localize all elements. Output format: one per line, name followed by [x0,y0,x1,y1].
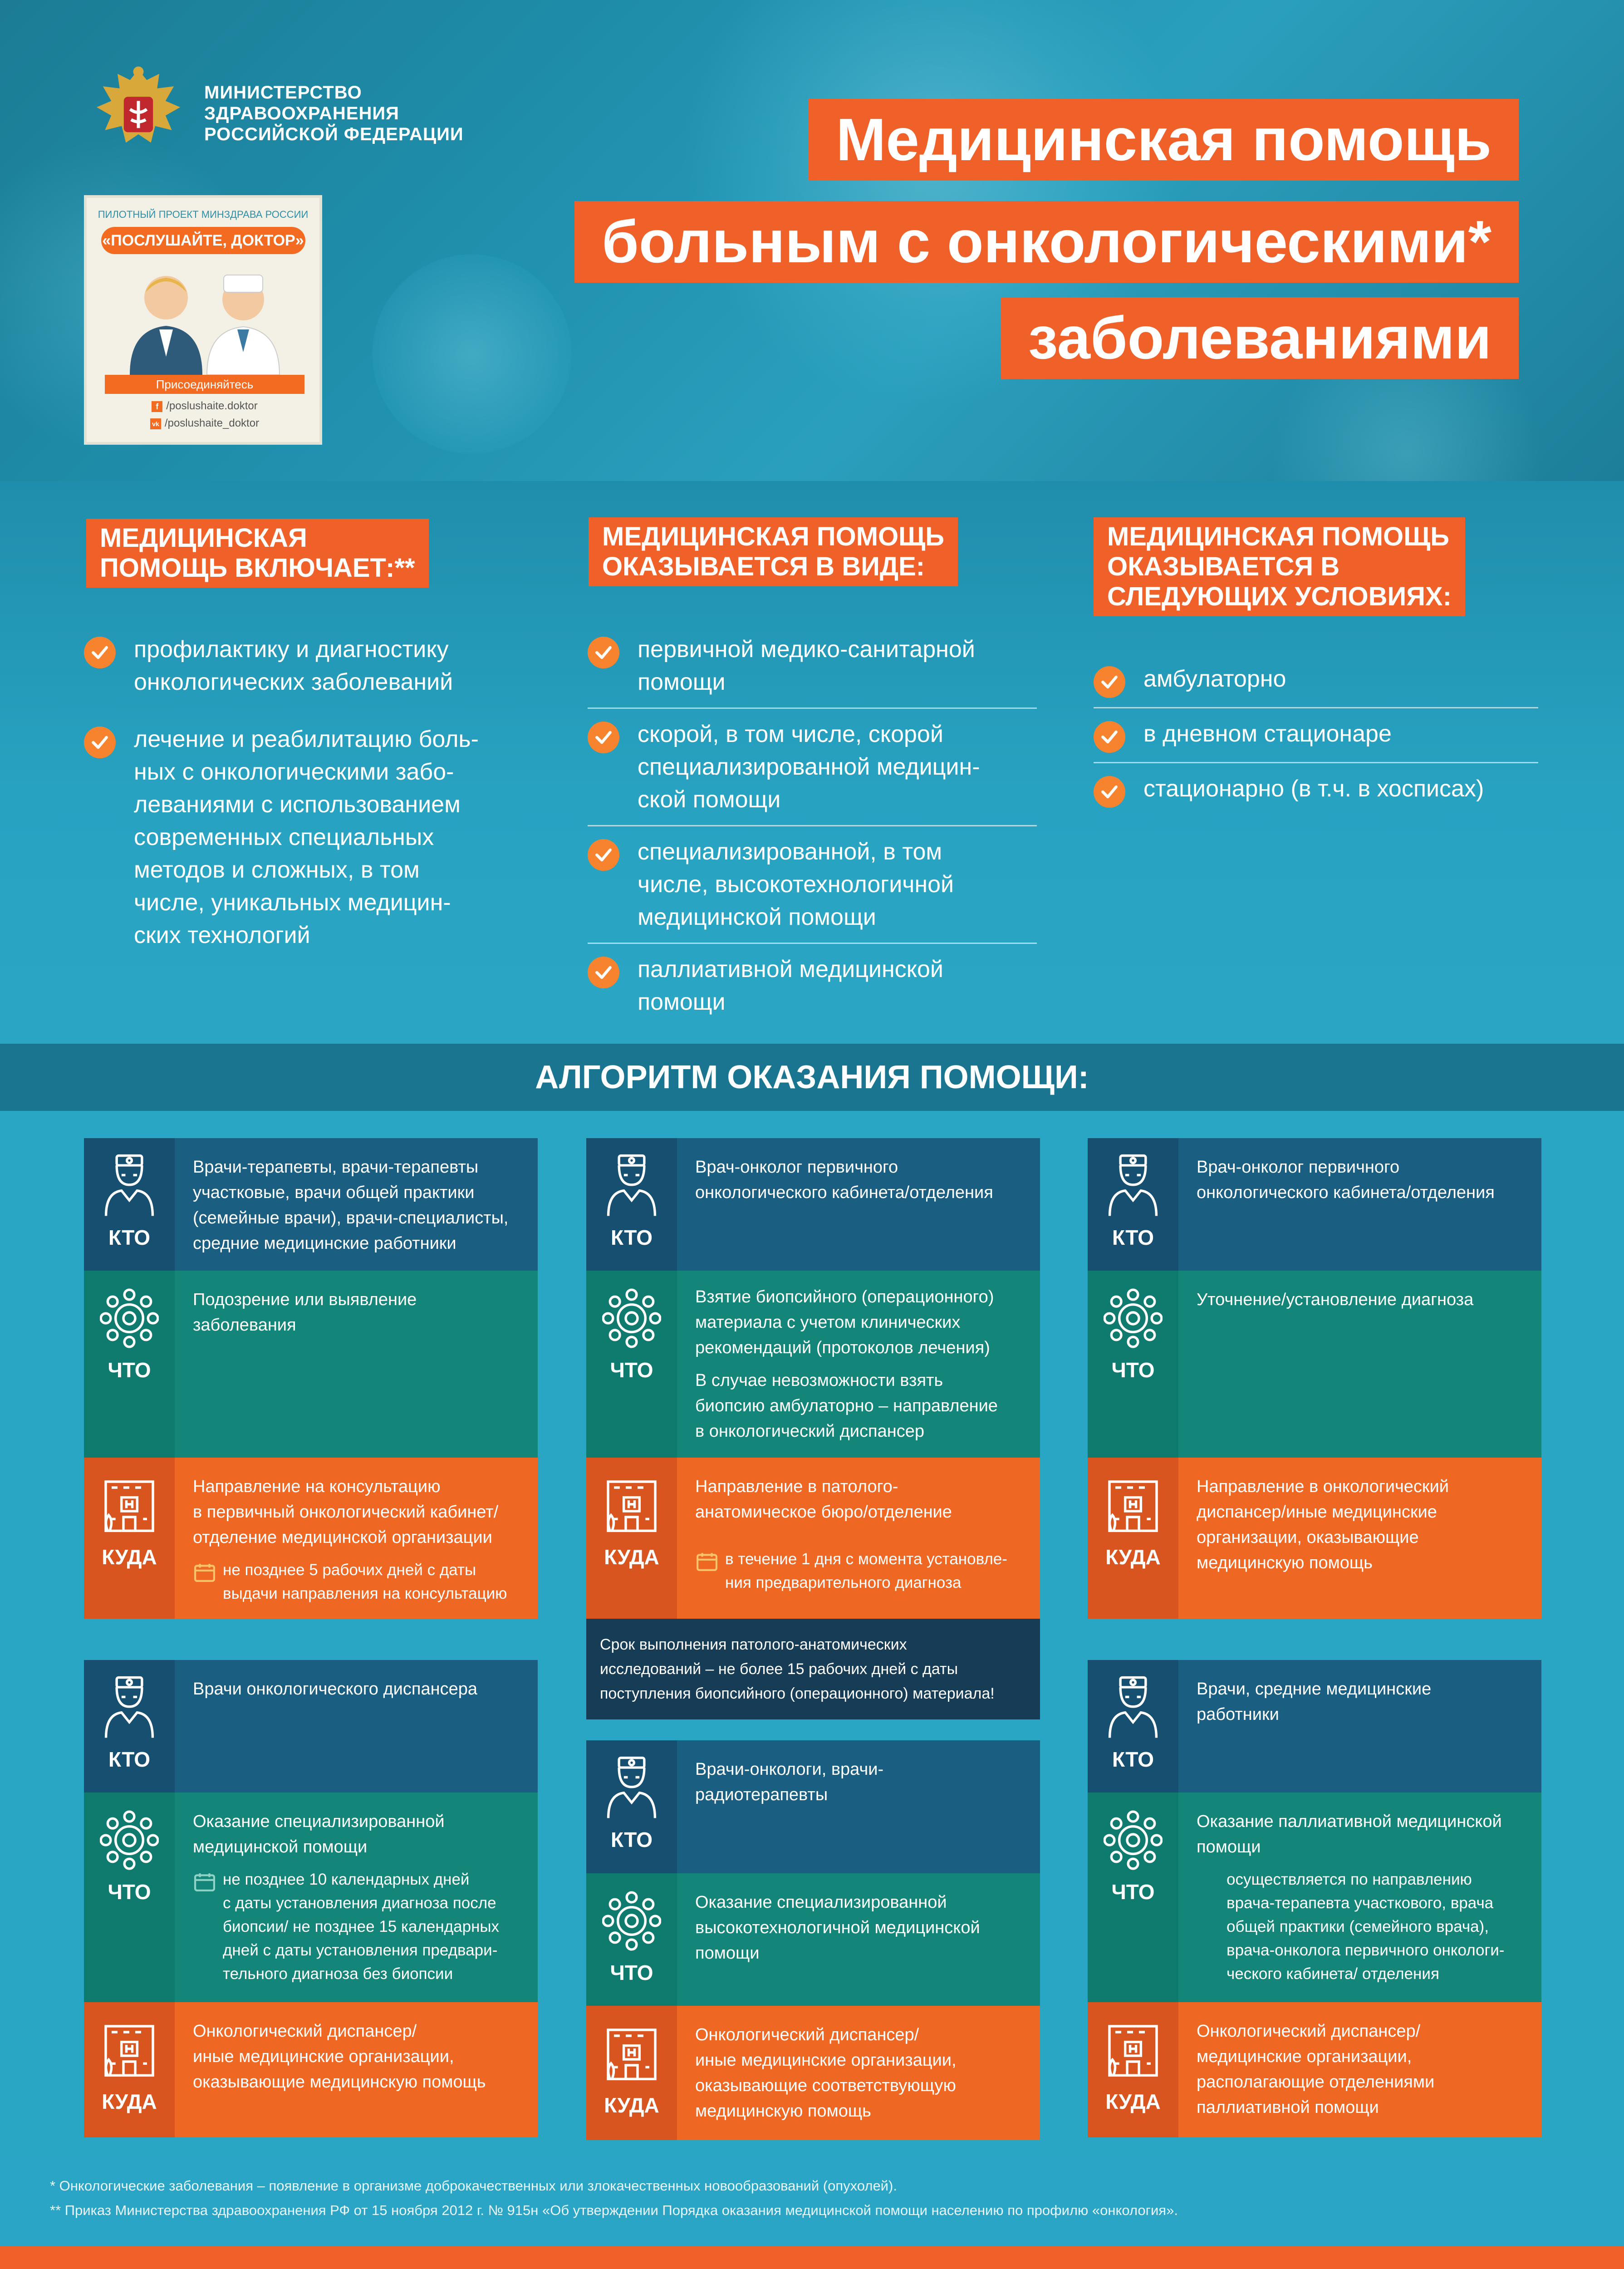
chto-block [586,1271,1040,1458]
list-item [84,624,538,707]
kto-block [1088,1138,1541,1271]
heading-line: СЛЕДУЮЩИХ УСЛОВИЯХ: [1107,582,1452,611]
check-icon [84,727,116,758]
list-item [588,624,1037,709]
deadline-note: не позднее 10 календарных дней [223,1871,470,1888]
kuda-text: иные медицинские организации, [193,2047,454,2066]
kuda-text: отделение медицинской организации [193,1528,492,1547]
item-text: ских технологий [134,922,310,948]
cell-icon [100,1806,159,1874]
deadline-warning [586,1619,1040,1719]
kuda-label: КУДА [1105,2090,1161,2113]
chto-text: В случае невозможности взять [695,1371,943,1390]
chto-block [84,1271,538,1458]
list-item [1094,763,1538,817]
item-text: специализированной, в том [638,839,942,865]
hospital-building-icon [1104,2016,1163,2084]
ministry-line-1: МИНИСТЕРСТВО [204,83,362,103]
footnote: ** Приказ Министерства здравоохранения РФ от 15 ноября 2012 г. № 915н «Об утверждении Порядка оказания медицинской помощи населению по профилю «онкология». [50,2202,1178,2218]
ministry-line-2: ЗДРАВООХРАНЕНИЯ [204,103,399,123]
list-item [588,826,1037,944]
kuda-block [586,2006,1040,2140]
chto-block [84,1793,538,2002]
kto-text: онкологического кабинета/отделения [1197,1183,1495,1202]
kto-label: КТО [611,1226,653,1249]
kto-label: КТО [611,1828,653,1852]
item-text: онкологических заболеваний [134,669,453,695]
vk-icon: vk [150,418,161,429]
cell-icon [602,1284,661,1352]
doctor-icon [100,1152,159,1220]
referral-note: врача-онколога первичного онкологи- [1227,1941,1505,1959]
kto-label: КТО [1112,1226,1154,1249]
kuda-text: Направление в патолого- [695,1477,898,1496]
doctor-icon [602,1152,661,1220]
item-text: специализированной медицин- [638,754,980,780]
chto-text: Уточнение/установление диагноза [1197,1290,1474,1309]
chto-text: Оказание паллиативной медицинской [1197,1812,1502,1831]
deadline-text: поступления биопсийного (операционного) материала! [600,1685,995,1702]
join-label: Присоединяйтесь [105,375,304,394]
pilot-banner: «ПОСЛУШАЙТЕ, ДОКТОР» [101,227,305,254]
doctor-icon [1104,1152,1163,1220]
kuda-text: Онкологический диспансер/ [1197,2022,1421,2041]
deadline-note: с даты установления диагноза после [223,1894,496,1912]
heading-line: ОКАЗЫВАЕТСЯ В ВИДЕ: [602,552,925,581]
item-text: амбулаторно [1143,666,1286,692]
chto-label: ЧТО [1111,1358,1155,1382]
kuda-text: медицинскую помощь [695,2102,871,2121]
kuda-text: оказывающие соответствующую [695,2076,956,2095]
list-item [588,944,1037,1027]
kto-text: Врачи-онкологи, врачи- [695,1760,884,1779]
algorithm-card-2 [586,1138,1040,1719]
item-text: первичной медико-санитарной [638,636,975,663]
kto-text: Врачи, средние медицинские [1197,1680,1432,1699]
pilot-project-badge[interactable] [84,195,322,445]
deadline-text: Срок выполнения патолого-анатомических [600,1636,907,1653]
item-text: медицинской помощи [638,904,876,930]
algorithm-card-5 [586,1740,1040,2140]
chto-text: высокотехнологичной медицинской [695,1918,980,1937]
item-text: стационарно (в т.ч. в хосписах) [1143,776,1484,802]
chto-block [586,1873,1040,2006]
calendar-icon [193,1871,216,1892]
hospital-building-icon [602,1471,661,1539]
chto-label: ЧТО [108,1880,151,1904]
kuda-block [1088,1458,1541,1619]
chto-label: ЧТО [610,1358,653,1382]
chto-text: Взятие биопсийного (операционного) [695,1287,994,1306]
doctor-icon [100,1674,159,1742]
ministry-logo [86,61,464,166]
cell-icon [1104,1806,1163,1874]
kto-text: участковые, врачи общей практики [193,1183,475,1202]
kto-text: Врачи-терапевты, врачи-терапевты [193,1158,479,1177]
vk-link[interactable] [105,415,304,432]
kuda-text: Онкологический диспансер/ [193,2022,417,2041]
kuda-block [84,2002,538,2137]
kto-text: Врачи онкологического диспансера [193,1680,477,1699]
footnotes [50,2174,1178,2223]
algorithm-card-4 [84,1660,538,2137]
deadline-note: тельного диагноза без биопсии [223,1965,453,1983]
kto-text: Врач-онколог первичного [695,1158,898,1177]
referral-note: ческого кабинета/ отделения [1227,1965,1439,1983]
pilot-top-text: ПИЛОТНЫЙ ПРОЕКТ МИНЗДРАВА РОССИИ [98,209,309,220]
chto-text: рекомендаций (протоколов лечения) [695,1338,990,1357]
referral-note: врача-терапевта участкового, врача [1227,1894,1494,1912]
column-1-heading [86,519,429,588]
deadline-text: исследований – не более 15 рабочих дней с даты [600,1660,958,1678]
list-item [84,714,538,961]
ministry-line-3: РОССИЙСКОЙ ФЕДЕРАЦИИ [204,124,464,144]
cell-decoration [372,254,572,454]
item-text: профилактику и диагностику [134,636,449,663]
kto-block [84,1660,538,1793]
kuda-label: КУДА [604,1545,659,1569]
deadline-note: ния предварительного диагноза [725,1574,962,1591]
item-text: лечение и реабилитацию боль- [134,726,479,752]
check-icon [1094,776,1125,808]
chto-text: помощи [695,1944,760,1963]
list-item [1094,708,1538,763]
check-icon [1094,666,1125,698]
deadline-note: выдачи направления на консультацию [223,1585,507,1602]
item-text: ской помощи [638,786,781,813]
item-text: паллиативной медицинской [638,956,943,982]
column-2-list [588,624,1037,1027]
kto-label: КТО [1112,1748,1154,1771]
column-3-list [1094,653,1538,817]
kto-label: КТО [108,1748,150,1771]
item-text: в дневном стационаре [1143,721,1392,747]
chto-text: заболевания [193,1316,296,1335]
chto-text: Оказание специализированной [193,1812,445,1831]
calendar-icon [193,1562,216,1583]
kto-label: КТО [108,1226,150,1249]
cell-icon [100,1284,159,1352]
title-line-3: заболеваниями [1001,297,1519,379]
kuda-text: в первичный онкологический кабинет/ [193,1503,499,1522]
chto-text: материала с учетом клинических [695,1313,961,1332]
kuda-text: анатомическое бюро/отделение [695,1503,952,1522]
kuda-label: КУДА [102,1545,157,1569]
kuda-text: паллиативной помощи [1197,2098,1379,2117]
facebook-icon: f [152,401,162,412]
cell-icon [1104,1284,1163,1352]
cell-icon [602,1887,661,1955]
kuda-block [84,1458,538,1619]
kuda-text: иные медицинские организации, [695,2051,957,2070]
algorithm-card-3 [1088,1138,1541,1619]
item-text: числе, высокотехнологичной [638,871,954,898]
kuda-text: медицинские организации, [1197,2047,1412,2066]
kto-text: онкологического кабинета/отделения [695,1183,993,1202]
kuda-label: КУДА [604,2093,659,2117]
heading-line: МЕДИЦИНСКАЯ [100,523,307,553]
algorithm-card-6 [1088,1660,1541,2137]
item-text: современных специальных [134,824,434,850]
algorithm-card-1 [84,1138,538,1619]
facebook-handle: /poslushaite.doktor [166,400,258,412]
doctor-icon [1104,1674,1163,1742]
chto-label: ЧТО [610,1961,653,1984]
kto-block [586,1138,1040,1271]
footnote: * Онкологические заболевания – появление в организме доброкачественных или злокачественных новообразований (опухолей). [50,2178,897,2194]
column-2-heading [589,517,958,586]
chto-label: ЧТО [1111,1880,1155,1904]
kuda-text: Направление в онкологический [1197,1477,1449,1496]
hospital-building-icon [1104,1471,1163,1539]
title-line-2: больным с онкологическими* [574,201,1519,283]
kuda-text: Онкологический диспансер/ [695,2025,919,2044]
check-icon [588,957,619,988]
chto-text: в онкологический диспансер [695,1422,924,1441]
item-text: ных с онкологическими забо- [134,759,454,785]
item-text: помощи [638,989,726,1015]
chto-text: помощи [1197,1837,1261,1856]
doctor-and-patient-icon [109,266,300,375]
chto-label: ЧТО [108,1358,151,1382]
kuda-label: КУДА [1105,1545,1161,1569]
deadline-note: не позднее 5 рабочих дней с даты [223,1561,476,1579]
chto-text: Подозрение или выявление [193,1290,417,1309]
kuda-text: медицинскую помощь [1197,1553,1373,1572]
chto-block [1088,1271,1541,1458]
kuda-block [586,1458,1040,1619]
referral-note: осуществляется по направлению [1227,1871,1472,1888]
hospital-building-icon [100,2016,159,2084]
kto-block [586,1740,1040,1873]
kto-text: радиотерапевты [695,1785,828,1804]
heading-line: МЕДИЦИНСКАЯ ПОМОЩЬ [602,522,944,551]
facebook-link[interactable] [105,398,304,415]
kto-block [1088,1660,1541,1793]
list-item [1094,653,1538,708]
referral-note: общей практики (семейного врача), [1227,1918,1489,1935]
kto-text: работники [1197,1705,1279,1724]
algorithm-title: АЛГОРИТМ ОКАЗАНИЯ ПОМОЩИ: [0,1044,1624,1111]
vk-handle: /poslushaite_doktor [164,417,260,429]
kuda-text: диспансер/иные медицинские [1197,1503,1437,1522]
heading-line: ОКАЗЫВАЕТСЯ В [1107,552,1340,581]
kto-text: (семейные врачи), врачи-специалисты, [193,1208,509,1228]
list-item [588,709,1037,826]
hospital-building-icon [100,1471,159,1539]
kuda-label: КУДА [102,2090,157,2113]
chto-text: Оказание специализированной [695,1893,947,1912]
deadline-note: дней с даты установления предвари- [223,1941,498,1959]
chto-block [1088,1793,1541,2002]
deadline-note: в течение 1 дня с момента установле- [725,1550,1007,1568]
check-icon [84,637,116,668]
hospital-building-icon [602,2019,661,2087]
deadline-note: биопсии/ не позднее 15 календарных [223,1918,500,1935]
check-icon [588,722,619,753]
check-icon [588,637,619,668]
kuda-text: располагающие отделениями [1197,2073,1435,2092]
kuda-block [1088,2002,1541,2137]
title-line-1: Медицинская помощь [809,99,1519,181]
chto-text: медицинской помощи [193,1837,368,1856]
column-3-heading [1094,517,1465,616]
kto-text: Врач-онколог первичного [1197,1158,1400,1177]
chto-text: биопсию амбулаторно – направление [695,1396,998,1415]
heading-line: МЕДИЦИНСКАЯ ПОМОЩЬ [1107,522,1449,551]
kuda-text: оказывающие медицинскую помощь [193,2073,486,2092]
check-icon [1094,721,1125,753]
kto-block [84,1138,538,1271]
kto-text: средние медицинские работники [193,1234,456,1253]
kuda-text: организации, оказывающие [1197,1528,1419,1547]
item-text: числе, уникальных медицин- [134,889,451,916]
item-text: помощи [638,669,726,695]
coat-of-arms-icon [86,61,191,166]
item-text: методов и сложных, в том [134,857,420,883]
item-text: леваниями с использованием [134,791,461,818]
kuda-text: Направление на консультацию [193,1477,441,1496]
calendar-icon [695,1551,719,1572]
heading-line: ПОМОЩЬ ВКЛЮЧАЕТ:** [100,553,415,583]
bottom-bar [0,2246,1624,2269]
item-text: скорой, в том числе, скорой [638,721,943,747]
doctor-icon [602,1754,661,1822]
check-icon [588,839,619,871]
column-1-list [84,624,538,961]
